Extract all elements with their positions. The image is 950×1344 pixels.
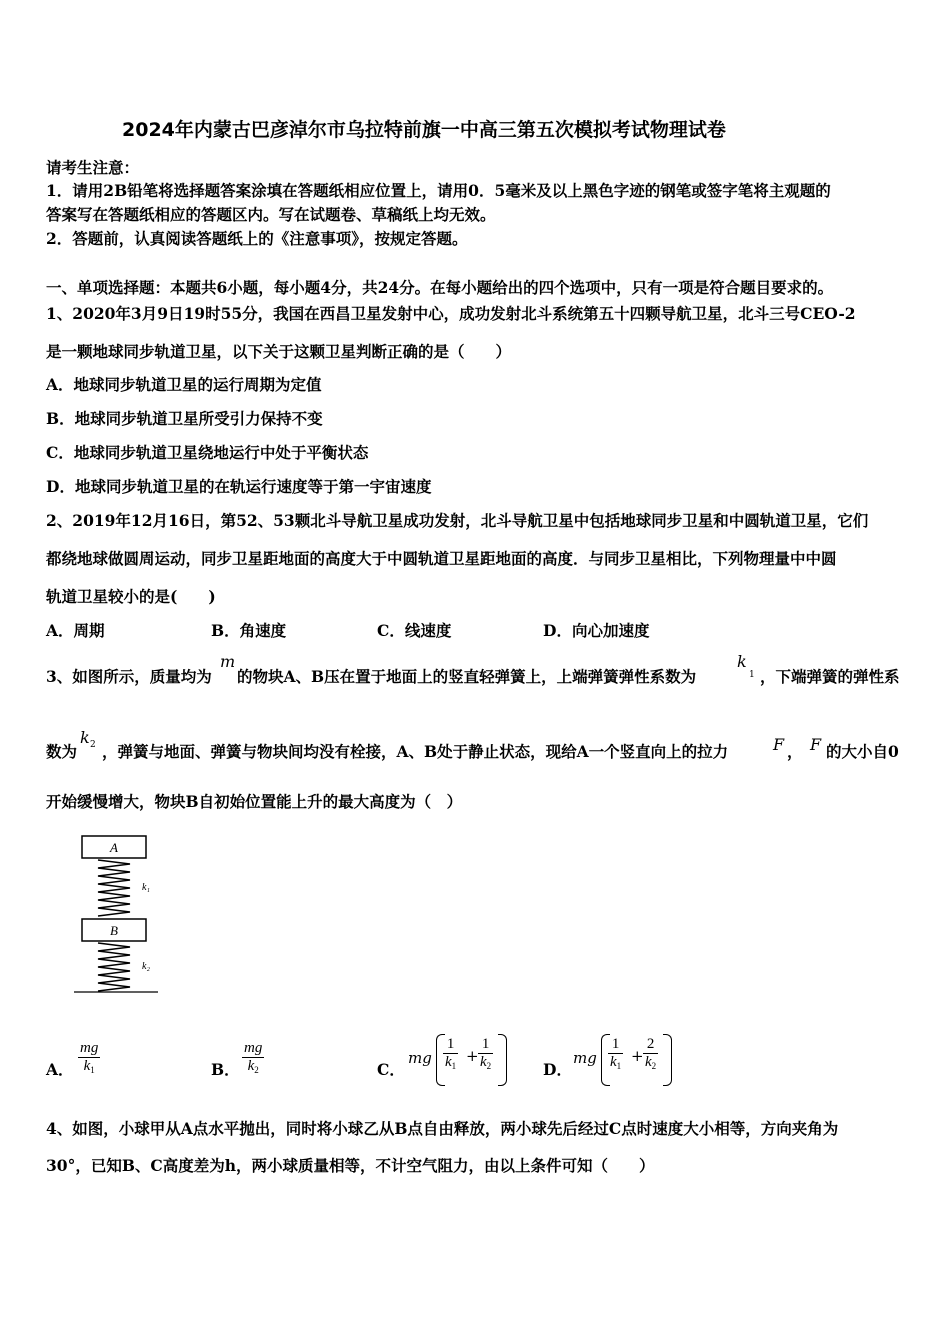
q3-option-b-fraction: $\frac{mg}{k_2}$ xyxy=(244,1040,263,1075)
q3-symbol-F1: F xyxy=(773,735,785,754)
q1-option-b: B．地球同步轨道卫星所受引力保持不变 xyxy=(46,409,323,428)
spring-k2-label: k₂ xyxy=(142,961,150,972)
q1-option-a: A．地球同步轨道卫星的运行周期为定值 xyxy=(46,375,322,394)
q1-stem-line-1: 1、2020年3月9日19时55分，我国在西昌卫星发射中心，成功发射北斗系统第五十四颗导航卫星，北斗三号CEO-2 xyxy=(46,304,856,323)
q2-option-b: B．角速度 xyxy=(211,621,287,640)
q1-option-c: C．地球同步轨道卫星绕地运行中处于平衡状态 xyxy=(46,443,369,462)
notice-line-2: 答案写在答题纸相应的答题区内。写在试题卷、草稿纸上均无效。 xyxy=(46,205,496,224)
q2-stem-line-1: 2、2019年12月16日，第52、53颗北斗导航卫星成功发射，北斗导航卫星中包括地球同步卫星和中圆轨道卫星，它们 xyxy=(46,511,869,530)
q3-option-d-frac-1: $\frac{1}{k_1}$ xyxy=(610,1036,622,1071)
spring-k2 xyxy=(98,943,130,991)
q3-option-c-paren-right xyxy=(498,1034,507,1086)
q4-stem-line-1: 4、如图，小球甲从A点水平抛出，同时将小球乙从B点自由释放，两小球先后经过C点时速度大小相等，方向夹角为 xyxy=(46,1119,839,1138)
q3-symbol-F2: F xyxy=(810,735,822,754)
notice-line-3: 2．答题前，认真阅读答题纸上的《注意事项》，按规定答题。 xyxy=(46,229,468,248)
q3-option-b: B． xyxy=(211,1060,240,1079)
q3-option-c-plus: + xyxy=(466,1047,479,1065)
q3-option-c-mg: mg xyxy=(408,1049,432,1067)
page-title: 2024年内蒙古巴彦淖尔市乌拉特前旗一中高三第五次模拟考试物理试卷 xyxy=(122,119,726,141)
block-b-label: B xyxy=(110,923,118,938)
q3-symbol-k1-sub: 1 xyxy=(749,670,755,680)
spring-diagram xyxy=(70,830,170,1000)
q3-option-d-mg: mg xyxy=(573,1049,597,1067)
section-heading: 一、单项选择题：本题共6小题，每小题4分，共24分。在每小题给出的四个选项中，只有一项是符合题目要求的。 xyxy=(46,278,834,297)
q3-symbol-k2-sub: 2 xyxy=(90,740,96,750)
q3-option-c-frac-2: $\frac{1}{k_2}$ xyxy=(480,1036,492,1071)
q3-option-a: A． xyxy=(46,1060,74,1079)
q3-stem-line-2c: 的大小自0 xyxy=(826,742,899,761)
q3-comma: ， xyxy=(787,742,803,761)
q2-stem-line-2: 都绕地球做圆周运动，同步卫星距地面的高度大于中圆轨道卫星距地面的高度．与同步卫星相比，下列物理量中中圆 xyxy=(46,549,837,568)
notice-heading: 请考生注意： xyxy=(46,158,140,177)
q3-option-d-frac-2: $\frac{2}{k_2}$ xyxy=(645,1036,657,1071)
q3-option-c-frac-1: $\frac{1}{k_1}$ xyxy=(445,1036,457,1071)
q3-symbol-m: m xyxy=(220,652,236,671)
q3-option-d: D． xyxy=(543,1060,572,1079)
q3-stem-line-1b: 的物块A、B压在置于地面上的竖直轻弹簧上，上端弹簧弹性系数为 xyxy=(237,667,697,686)
q3-option-d-paren-right xyxy=(663,1034,672,1086)
notice-line-1: 1．请用2B铅笔将选择题答案涂填在答题纸相应位置上，请用0．5毫米及以上黑色字迹的钢笔或签字笔将主观题的 xyxy=(46,181,831,200)
q3-symbol-k1: k xyxy=(737,652,747,671)
spring-k1-label: k₁ xyxy=(142,882,150,893)
q3-stem-line-2a: 数为 xyxy=(46,742,78,761)
q3-stem-line-1a: 3、如图所示，质量均为 xyxy=(46,667,212,686)
q3-symbol-k2: k xyxy=(80,728,90,747)
q4-stem-line-2: 30°，已知B、C高度差为h，两小球质量相等，不计空气阻力，由以上条件可知（ ） xyxy=(46,1156,655,1175)
q2-option-d: D．向心加速度 xyxy=(543,621,650,640)
q3-stem-line-1c: ，下端弹簧的弹性系 xyxy=(760,667,900,686)
q1-option-d: D．地球同步轨道卫星的在轨运行速度等于第一宇宙速度 xyxy=(46,477,432,496)
q2-option-a: A．周期 xyxy=(46,621,105,640)
spring-k1 xyxy=(98,860,130,916)
q1-stem-line-2: 是一颗地球同步轨道卫星，以下关于这颗卫星判断正确的是（ ） xyxy=(46,342,512,361)
q3-stem-line-3: 开始缓慢增大，物块B自初始位置能上升的最大高度为（ ） xyxy=(46,792,463,811)
q3-option-a-fraction: $\frac{mg}{k_1}$ xyxy=(80,1040,99,1075)
block-a-label: A xyxy=(110,840,118,855)
q3-option-c: C． xyxy=(377,1060,405,1079)
q3-stem-line-2b: ，弹簧与地面、弹簧与物块间均没有栓接，A、B处于静止状态，现给A一个竖直向上的拉力 xyxy=(102,742,729,761)
q3-option-d-plus: + xyxy=(631,1047,644,1065)
q2-option-c: C．线速度 xyxy=(377,621,452,640)
q2-stem-line-3: 轨道卫星较小的是( ) xyxy=(46,587,216,606)
